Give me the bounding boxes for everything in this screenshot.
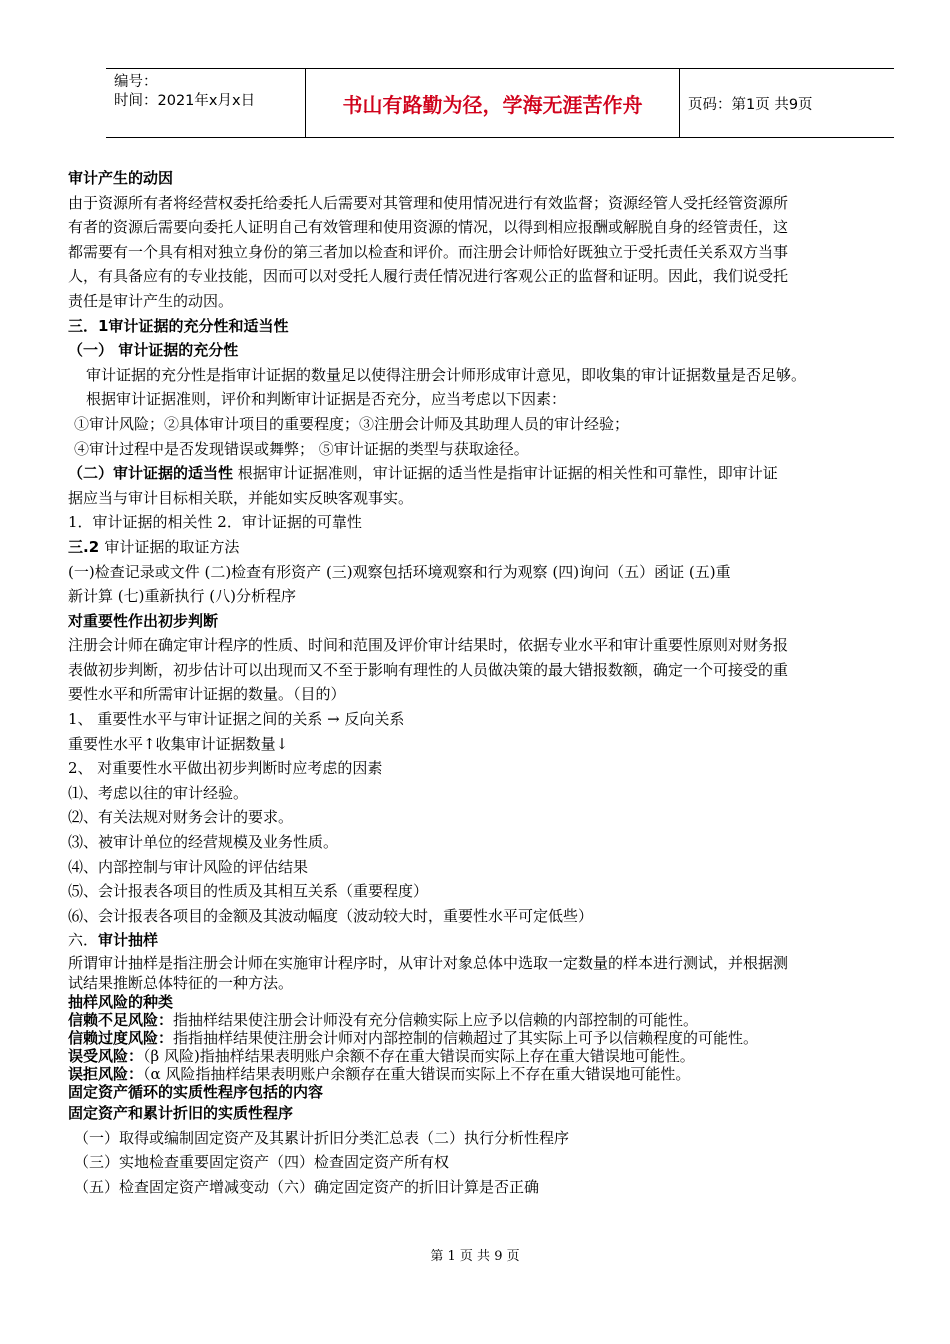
line-text: （β 风险)指抽样结果表明账户余额不存在重大错误而实际上存在重大错误地可能性。 bbox=[143, 1047, 695, 1065]
body-line: ⑹、会计报表各项目的金额及其波动幅度（波动较大时，重要性水平可定低些） bbox=[68, 906, 594, 925]
body-line: 三．1审计证据的充分性和适当性 bbox=[68, 316, 289, 335]
page-footer: 第 1 页 共 9 页 bbox=[430, 1249, 520, 1264]
body-line: 对重要性作出初步判断 bbox=[68, 611, 219, 630]
bold-lead: 信赖过度风险： bbox=[68, 1029, 174, 1047]
header-motto: 书山有路勤为径，学海无涯苦作舟 bbox=[306, 69, 680, 137]
body-line: 固定资产和累计折旧的实质性程序 bbox=[68, 1104, 294, 1122]
body-line: 1、 重要性水平与审计证据之间的关系 → 反向关系 bbox=[68, 710, 405, 729]
bold-lead: 误受风险： bbox=[68, 1047, 144, 1065]
body-line: 表做初步判断，初步估计可以出现而又不至于影响有理性的人员做决策的最大错报数额，确定一个可接受的重 bbox=[68, 660, 789, 679]
body-line: 2、 对重要性水平做出初步判断时应考虑的因素 bbox=[68, 759, 383, 778]
body-line: ⑷、内部控制与审计风险的评估结果 bbox=[68, 857, 309, 876]
body-line: 据应当与审计目标相关联，并能如实反映客观事实。 bbox=[68, 488, 414, 507]
body-line: 审计产生的动因 bbox=[68, 169, 174, 187]
document-number-label: 编号： bbox=[114, 74, 158, 90]
bold-lead: 六． bbox=[68, 931, 99, 950]
body-line: （五）检查固定资产增减变动（六）确定固定资产的折旧计算是否正确 bbox=[74, 1177, 540, 1196]
body-line: （一）取得或编制固定资产及其累计折旧分类汇总表（二）执行分析性程序 bbox=[74, 1128, 570, 1147]
body-line: 有者的资源后需要向委托人证明自己有效管理和使用资源的情况，以得到相应报酬或解脱自身的经管责任，这 bbox=[68, 218, 789, 237]
body-line: 1．审计证据的相关性 2．审计证据的可靠性 bbox=[68, 513, 362, 532]
line-text: （α 风险指抽样结果表明账户余额存在重大错误而实际上不存在重大错误地可能性。 bbox=[143, 1065, 691, 1083]
body-line: 人，有具备应有的专业技能，因而可以对受托人履行责任情况进行客观公正的监督和证明。因此，我们说受托 bbox=[68, 267, 789, 286]
body-line bbox=[68, 1029, 886, 1047]
body-line: 新计算 (七)重新执行 (八)分析程序 bbox=[68, 587, 296, 606]
body-line bbox=[68, 1065, 886, 1083]
line-text: 审计证据的取证方法 bbox=[104, 537, 240, 556]
body-line: 注册会计师在确定审计程序的性质、时间和范围及评价审计结果时，依据专业水平和审计重要性原则对财务报 bbox=[68, 636, 789, 655]
body-line bbox=[68, 928, 886, 953]
body-line: 责任是审计产生的动因。 bbox=[68, 291, 234, 310]
body-line: ⑴、考虑以往的审计经验。 bbox=[68, 783, 249, 802]
body-line: 固定资产循环的实质性程序包括的内容 bbox=[68, 1083, 324, 1101]
body-line: 要性水平和所需审计证据的数量。（目的） bbox=[68, 685, 346, 704]
body-line: 由于资源所有者将经营权委托给委托人后需要对其管理和使用情况进行有效监督；资源经管人受托经管资源所 bbox=[68, 193, 789, 212]
document-time-label: 时间：2021年x月x日 bbox=[114, 93, 256, 109]
line-text: 根据审计证据准则，审计证据的适当性是指审计证据的相关性和可靠性，即审计证 bbox=[233, 464, 778, 483]
line-text: 指指抽样结果使注册会计师对内部控制的信赖超过了其实际上可予以信赖程度的可能性。 bbox=[173, 1029, 759, 1047]
bold-lead: （二）审计证据的适当性 bbox=[68, 464, 234, 483]
body-line: ⑶、被审计单位的经营规模及业务性质。 bbox=[68, 833, 339, 852]
body-line bbox=[68, 1047, 886, 1065]
body-line: ④审计过程中是否发现错误或舞弊； ⑤审计证据的类型与获取途径。 bbox=[74, 439, 529, 458]
body-line: 都需要有一个具有相对独立身份的第三者加以检查和评价。而注册会计师恰好既独立于受托责任关系双方当事 bbox=[68, 242, 789, 261]
bold-lead: 三.2 bbox=[68, 537, 105, 556]
body-line: 审计证据的充分性是指审计证据的数量足以使得注册会计师形成审计意见，即收集的审计证据数量是否足够。 bbox=[86, 365, 807, 384]
body-line: （一） 审计证据的充分性 bbox=[68, 341, 239, 360]
line-text: 审计抽样 bbox=[98, 931, 159, 950]
line-text: 指抽样结果使注册会计师没有充分信赖实际上应予以信赖的内部控制的可能性。 bbox=[173, 1011, 699, 1029]
body-line bbox=[68, 535, 886, 560]
body-line: 抽样风险的种类 bbox=[68, 993, 174, 1011]
body-line: 重要性水平↑收集审计证据数量↓ bbox=[68, 734, 289, 753]
header-page-info: 页码：第1页 共9页 bbox=[688, 96, 813, 113]
body-line: （三）实地检查重要固定资产（四）检查固定资产所有权 bbox=[74, 1153, 450, 1172]
body-line bbox=[68, 461, 886, 486]
body-line bbox=[68, 1011, 886, 1029]
body-line: (一)检查记录或文件 (二)检查有形资产 (三)观察包括环境观察和行为观察 (四)询问（五）函证 (五)重 bbox=[68, 562, 731, 581]
body-line: 所谓审计抽样是指注册会计师在实施审计程序时，从审计对象总体中选取一定数量的样本进行测试，并根据测 bbox=[68, 954, 789, 972]
page-header bbox=[106, 68, 894, 138]
header-meta bbox=[106, 69, 306, 137]
body-line: ⑵、有关法规对财务会计的要求。 bbox=[68, 808, 294, 827]
bold-lead: 误拒风险： bbox=[68, 1065, 144, 1083]
body-line: 试结果推断总体特征的一种方法。 bbox=[68, 974, 294, 992]
body-line: ①审计风险；②具体审计项目的重要程度；③注册会计师及其助理人员的审计经验； bbox=[74, 414, 630, 433]
body-line: 根据审计证据准则，评价和判断审计证据是否充分，应当考虑以下因素： bbox=[86, 390, 567, 409]
body-line: ⑸、会计报表各项目的性质及其相互关系（重要程度） bbox=[68, 882, 429, 901]
document-body bbox=[68, 166, 886, 1199]
bold-lead: 信赖不足风险： bbox=[68, 1011, 174, 1029]
